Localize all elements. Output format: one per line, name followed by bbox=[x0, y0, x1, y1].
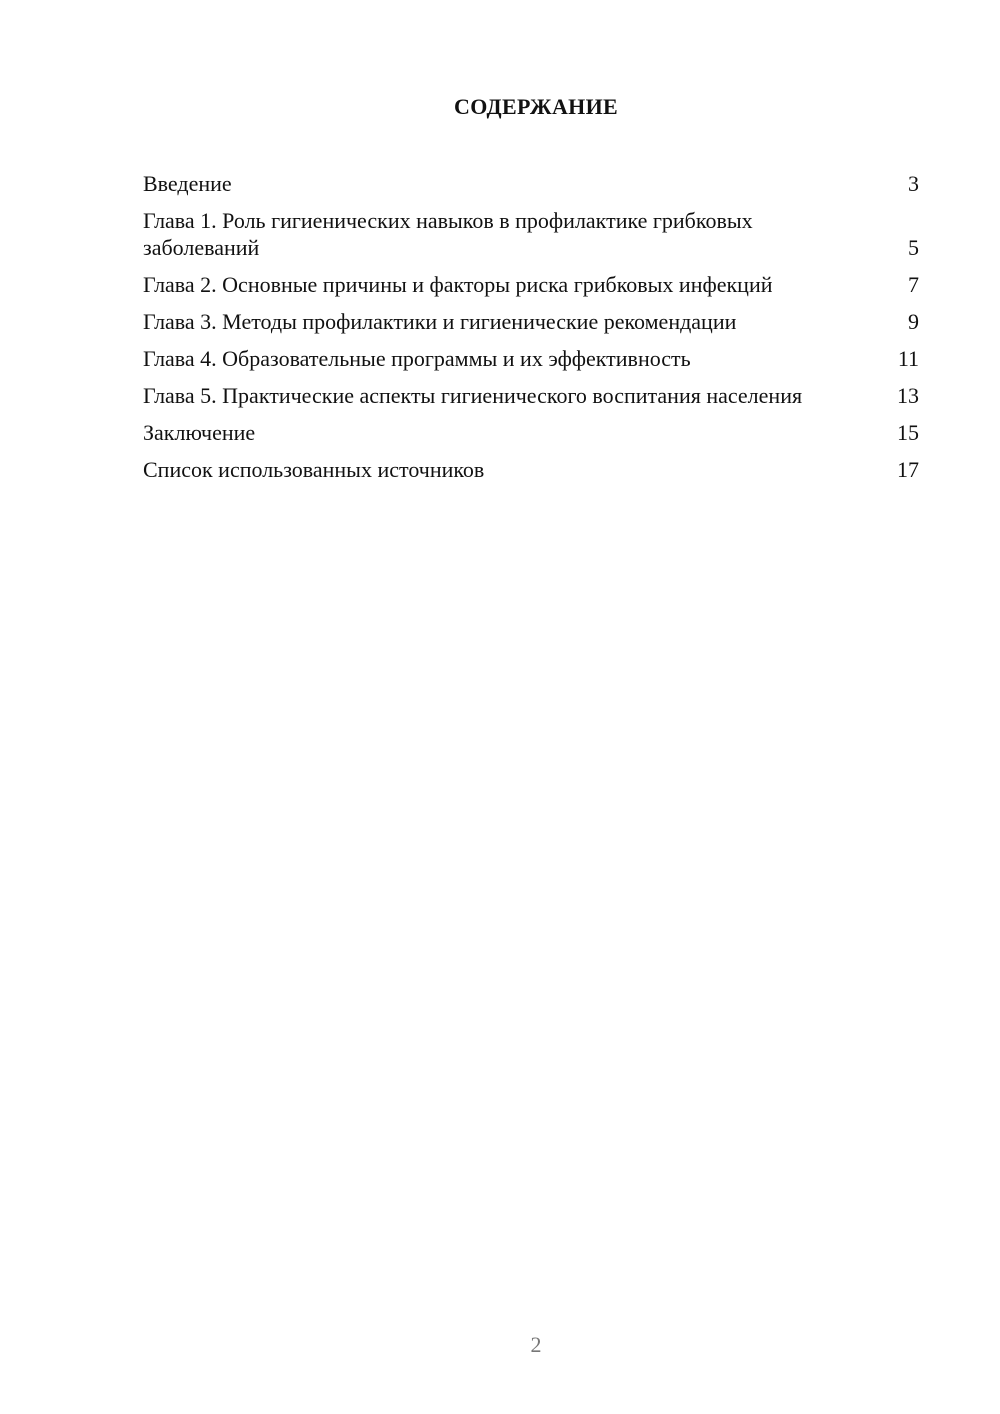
toc-entry-text: Заключение bbox=[143, 420, 256, 445]
toc-entry-text: Глава 3. Методы профилактики и гигиенические рекомендации bbox=[143, 309, 737, 334]
toc-entry-text: Глава 5. Практические аспекты гигиенического воспитания населения bbox=[143, 383, 803, 408]
toc-entry-text: Глава 2. Основные причины и факторы риска грибковых инфекций bbox=[143, 272, 773, 297]
toc-entry-references bbox=[143, 456, 919, 483]
toc-entry-page: 9 bbox=[908, 309, 919, 334]
toc-entry-page: 11 bbox=[897, 346, 919, 371]
toc-entry-introduction bbox=[143, 170, 919, 197]
toc-entry-page: 13 bbox=[897, 383, 919, 408]
toc-entry-page: 3 bbox=[908, 171, 919, 196]
table-of-contents bbox=[143, 170, 919, 493]
toc-entry-page: 5 bbox=[908, 235, 919, 260]
toc-entry-page: 7 bbox=[908, 272, 919, 297]
toc-entry-page: 15 bbox=[897, 420, 919, 445]
toc-entry-chapter-5 bbox=[143, 382, 919, 409]
toc-entry-text: Глава 4. Образовательные программы и их эффективность bbox=[143, 346, 691, 371]
toc-entry-chapter-1 bbox=[143, 207, 919, 261]
toc-entry-text: Глава 1. Роль гигиенических навыков в профилактике грибковых заболеваний bbox=[143, 208, 753, 260]
toc-entry-chapter-2 bbox=[143, 271, 919, 298]
toc-title: СОДЕРЖАНИЕ bbox=[454, 94, 618, 119]
toc-entry-chapter-4 bbox=[143, 345, 919, 372]
toc-entry-page: 17 bbox=[897, 457, 919, 482]
toc-entry-chapter-3 bbox=[143, 308, 919, 335]
toc-entry-conclusion bbox=[143, 419, 919, 446]
toc-entry-text: Введение bbox=[143, 171, 232, 196]
page-number: 2 bbox=[530, 1332, 542, 1357]
toc-entry-text: Список использованных источников bbox=[143, 457, 485, 482]
